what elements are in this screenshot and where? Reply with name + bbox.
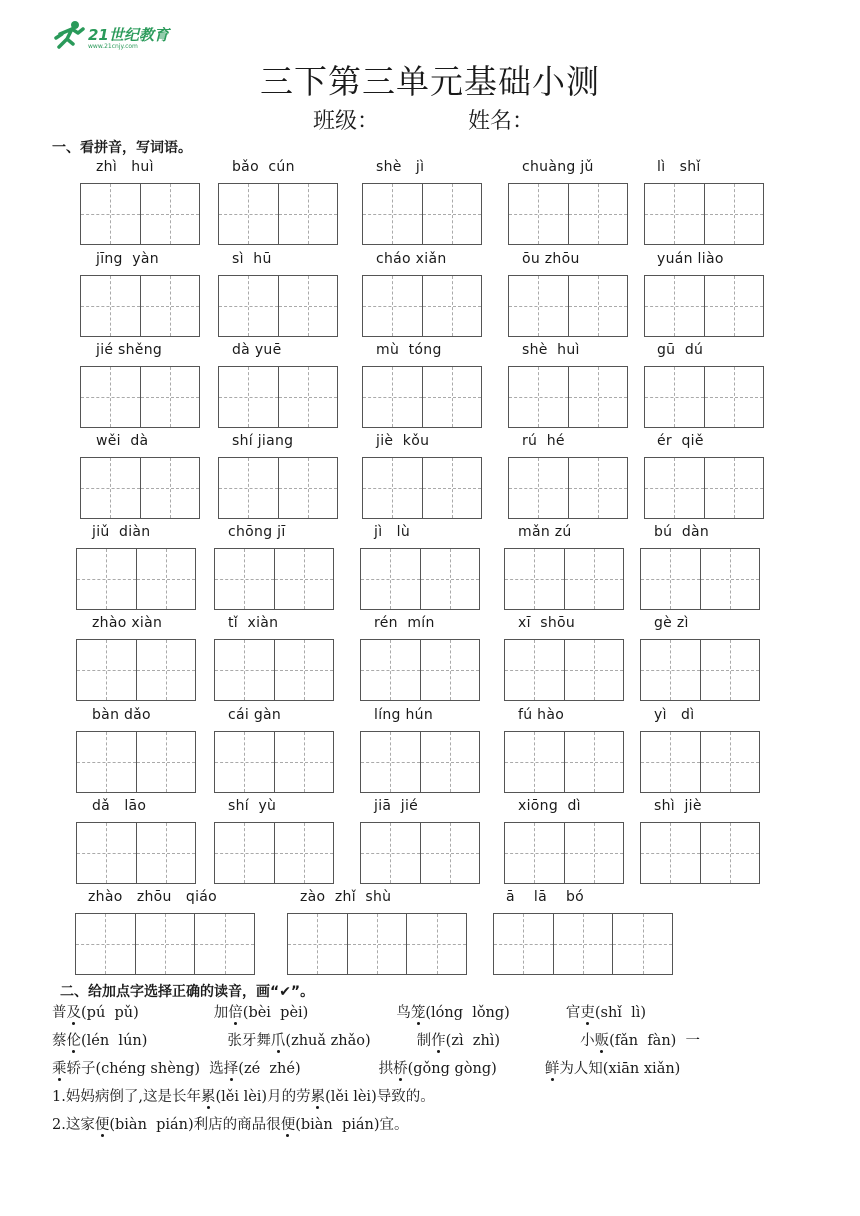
writing-box[interactable] bbox=[508, 366, 628, 428]
tianzige-cell[interactable] bbox=[705, 184, 764, 244]
tianzige-cell[interactable] bbox=[275, 732, 334, 792]
writing-box[interactable] bbox=[80, 183, 200, 245]
writing-box[interactable] bbox=[362, 183, 482, 245]
tianzige-cell[interactable] bbox=[494, 914, 554, 974]
writing-box[interactable] bbox=[287, 913, 467, 975]
tianzige-cell[interactable] bbox=[645, 367, 705, 427]
tianzige-cell[interactable] bbox=[509, 276, 569, 336]
tianzige-cell[interactable] bbox=[705, 367, 764, 427]
tianzige-cell[interactable] bbox=[137, 732, 196, 792]
tianzige-cell[interactable] bbox=[215, 549, 275, 609]
tianzige-cell[interactable] bbox=[509, 458, 569, 518]
tianzige-cell[interactable] bbox=[363, 367, 423, 427]
tianzige-cell[interactable] bbox=[137, 640, 196, 700]
pinyin-label: gè zì bbox=[654, 615, 689, 631]
tianzige-cell[interactable] bbox=[288, 914, 348, 974]
line-text: 张牙舞 bbox=[227, 1033, 271, 1049]
dotted-character: 作 bbox=[431, 1029, 446, 1050]
tianzige-cell[interactable] bbox=[219, 276, 279, 336]
pinyin-label: dǎ lāo bbox=[92, 798, 147, 814]
pinyin-label: zhào xiàn bbox=[92, 615, 163, 631]
writing-box[interactable] bbox=[644, 457, 764, 519]
writing-box[interactable] bbox=[360, 731, 480, 793]
dotted-character: 便 bbox=[95, 1113, 110, 1134]
pinyin-label: bàn dǎo bbox=[92, 707, 151, 723]
tianzige-cell[interactable] bbox=[705, 276, 764, 336]
tianzige-cell[interactable] bbox=[645, 184, 705, 244]
writing-box[interactable] bbox=[362, 275, 482, 337]
line-text: (lěi lèi)导致的。 bbox=[325, 1089, 435, 1105]
pinyin-label: ōu zhōu bbox=[522, 251, 580, 267]
pinyin-label: sì hū bbox=[232, 251, 272, 267]
tianzige-cell[interactable] bbox=[505, 549, 565, 609]
tianzige-cell[interactable] bbox=[423, 276, 482, 336]
pinyin-label: xī shōu bbox=[518, 615, 576, 631]
line-text: (gǒng gòng) bbox=[407, 1061, 497, 1077]
tianzige-cell[interactable] bbox=[361, 549, 421, 609]
pinyin-label: wěi dà bbox=[96, 433, 149, 449]
dotted-character: 倍 bbox=[228, 1001, 243, 1022]
tianzige-cell[interactable] bbox=[141, 458, 200, 518]
tianzige-cell[interactable] bbox=[275, 823, 334, 883]
reading-choice-line bbox=[52, 1113, 409, 1134]
line-text: (lén lún) bbox=[81, 1033, 148, 1049]
writing-box[interactable] bbox=[508, 183, 628, 245]
writing-box[interactable] bbox=[360, 639, 480, 701]
tianzige-cell[interactable] bbox=[421, 549, 480, 609]
reading-choice-line bbox=[52, 1085, 435, 1106]
pinyin-label: bú dàn bbox=[654, 524, 710, 540]
tianzige-cell[interactable] bbox=[279, 458, 338, 518]
line-text: (zé zhé) bbox=[238, 1061, 301, 1077]
writing-box[interactable] bbox=[76, 822, 196, 884]
writing-box[interactable] bbox=[218, 457, 338, 519]
pinyin-label: chuàng jǔ bbox=[522, 159, 594, 175]
tianzige-cell[interactable] bbox=[275, 549, 334, 609]
pinyin-label: shí jiang bbox=[232, 433, 294, 449]
dotted-character: 贩 bbox=[595, 1029, 610, 1050]
tianzige-cell[interactable] bbox=[136, 914, 196, 974]
tianzige-cell[interactable] bbox=[361, 732, 421, 792]
pinyin-label: gū dú bbox=[657, 342, 704, 358]
reading-choice-line bbox=[52, 1029, 700, 1050]
writing-box[interactable] bbox=[640, 731, 760, 793]
tianzige-cell[interactable] bbox=[641, 823, 701, 883]
logo-url: www.21cnjy.com bbox=[88, 43, 138, 50]
tianzige-cell[interactable] bbox=[215, 732, 275, 792]
dotted-character: 择 bbox=[224, 1057, 239, 1078]
writing-box[interactable] bbox=[644, 366, 764, 428]
tianzige-cell[interactable] bbox=[569, 276, 628, 336]
line-text: (shǐ lì) bbox=[594, 1005, 647, 1021]
pinyin-label: xiōng dì bbox=[518, 798, 581, 814]
line-text: 制 bbox=[416, 1033, 432, 1049]
tianzige-cell[interactable] bbox=[641, 640, 701, 700]
tianzige-cell[interactable] bbox=[565, 640, 624, 700]
writing-box[interactable] bbox=[504, 822, 624, 884]
pinyin-label: shè jì bbox=[376, 159, 425, 175]
pinyin-label: yì dì bbox=[654, 707, 695, 723]
writing-box[interactable] bbox=[80, 366, 200, 428]
writing-box[interactable] bbox=[80, 275, 200, 337]
writing-box[interactable] bbox=[508, 457, 628, 519]
pinyin-label: jiǔ diàn bbox=[92, 524, 151, 540]
tianzige-cell[interactable] bbox=[77, 640, 137, 700]
pinyin-label: mǎn zú bbox=[518, 524, 572, 540]
pinyin-label: líng hún bbox=[374, 707, 434, 723]
tianzige-cell[interactable] bbox=[705, 458, 764, 518]
tianzige-cell[interactable] bbox=[141, 276, 200, 336]
pinyin-label: jīng yàn bbox=[96, 251, 159, 267]
writing-box[interactable] bbox=[360, 548, 480, 610]
pinyin-label: jiā jié bbox=[374, 798, 419, 814]
tianzige-cell[interactable] bbox=[195, 914, 254, 974]
writing-box[interactable] bbox=[493, 913, 673, 975]
pinyin-label: dà yuē bbox=[232, 342, 282, 358]
tianzige-cell[interactable] bbox=[565, 549, 624, 609]
tianzige-cell[interactable] bbox=[361, 823, 421, 883]
writing-box[interactable] bbox=[218, 183, 338, 245]
tianzige-cell[interactable] bbox=[279, 367, 338, 427]
tianzige-cell[interactable] bbox=[565, 732, 624, 792]
tianzige-cell[interactable] bbox=[509, 184, 569, 244]
tianzige-cell[interactable] bbox=[348, 914, 408, 974]
dotted-character: 累 bbox=[201, 1085, 216, 1106]
pinyin-label: jiè kǒu bbox=[376, 433, 430, 449]
line-text: 官 bbox=[565, 1005, 581, 1021]
writing-box[interactable] bbox=[360, 822, 480, 884]
writing-box[interactable] bbox=[504, 639, 624, 701]
tianzige-cell[interactable] bbox=[423, 184, 482, 244]
writing-box[interactable] bbox=[214, 639, 334, 701]
writing-box[interactable] bbox=[640, 639, 760, 701]
line-text: 拱 bbox=[378, 1061, 394, 1077]
tianzige-cell[interactable] bbox=[76, 914, 136, 974]
tianzige-cell[interactable] bbox=[505, 823, 565, 883]
tianzige-cell[interactable] bbox=[505, 732, 565, 792]
pinyin-label: cháo xiǎn bbox=[376, 251, 447, 267]
line-text: 为人知(xiān xiǎn) bbox=[559, 1061, 681, 1077]
line-text: (biàn pián)利店的商品很 bbox=[109, 1117, 281, 1133]
tianzige-cell[interactable] bbox=[509, 367, 569, 427]
pinyin-label: lì shǐ bbox=[657, 159, 701, 175]
section-1-heading: 一、看拼音，写词语。 bbox=[52, 140, 192, 156]
section-2-heading: 二、给加点字选择正确的读音，画“✔”。 bbox=[60, 984, 315, 1000]
tianzige-cell[interactable] bbox=[569, 367, 628, 427]
line-text: (zì zhì) bbox=[445, 1033, 501, 1049]
tianzige-cell[interactable] bbox=[421, 640, 480, 700]
pinyin-label: yuán liào bbox=[657, 251, 724, 267]
dotted-character: 累 bbox=[311, 1085, 326, 1106]
writing-box[interactable] bbox=[504, 731, 624, 793]
pinyin-label: rú hé bbox=[522, 433, 565, 449]
tianzige-cell[interactable] bbox=[77, 549, 137, 609]
tianzige-cell[interactable] bbox=[77, 732, 137, 792]
tianzige-cell[interactable] bbox=[641, 732, 701, 792]
pinyin-label: shì jiè bbox=[654, 798, 702, 814]
pinyin-label: zào zhǐ shù bbox=[300, 889, 392, 905]
pinyin-label: jié shěng bbox=[96, 342, 163, 358]
line-text: (pú pǔ) bbox=[81, 1005, 139, 1021]
tianzige-cell[interactable] bbox=[645, 458, 705, 518]
line-text: 鸟 bbox=[396, 1005, 411, 1021]
dotted-character: 吏 bbox=[580, 1001, 595, 1022]
tianzige-cell[interactable] bbox=[81, 458, 141, 518]
dotted-character: 及 bbox=[67, 1001, 82, 1022]
writing-box[interactable] bbox=[76, 548, 196, 610]
writing-box[interactable] bbox=[76, 731, 196, 793]
writing-box[interactable] bbox=[362, 457, 482, 519]
tianzige-cell[interactable] bbox=[641, 549, 701, 609]
line-text: (lóng lǒng) bbox=[425, 1005, 510, 1021]
dotted-character: 乘 bbox=[52, 1057, 67, 1078]
pinyin-label: fú hào bbox=[518, 707, 565, 723]
tianzige-cell[interactable] bbox=[613, 914, 672, 974]
writing-box[interactable] bbox=[214, 822, 334, 884]
line-text: 普 bbox=[52, 1005, 67, 1021]
pinyin-label: shè huì bbox=[522, 342, 580, 358]
writing-box[interactable] bbox=[644, 275, 764, 337]
line-text: 1.妈妈病倒了,这是长年 bbox=[52, 1089, 201, 1105]
tianzige-cell[interactable] bbox=[215, 823, 275, 883]
pinyin-label: ér qiě bbox=[657, 433, 704, 449]
writing-box[interactable] bbox=[640, 548, 760, 610]
tianzige-cell[interactable] bbox=[275, 640, 334, 700]
tianzige-cell[interactable] bbox=[701, 732, 760, 792]
tianzige-cell[interactable] bbox=[219, 367, 279, 427]
tianzige-cell[interactable] bbox=[701, 823, 760, 883]
writing-box[interactable] bbox=[80, 457, 200, 519]
tianzige-cell[interactable] bbox=[279, 184, 338, 244]
tianzige-cell[interactable] bbox=[81, 184, 141, 244]
tianzige-cell[interactable] bbox=[569, 184, 628, 244]
dotted-character: 笼 bbox=[411, 1001, 426, 1022]
line-text: (bèi pèi) bbox=[242, 1005, 309, 1021]
writing-box[interactable] bbox=[218, 275, 338, 337]
pinyin-label: chōng jī bbox=[228, 524, 286, 540]
tianzige-cell[interactable] bbox=[81, 367, 141, 427]
line-text: (fǎn fàn) 一 bbox=[609, 1033, 701, 1049]
dotted-character: 便 bbox=[281, 1113, 296, 1134]
writing-box[interactable] bbox=[644, 183, 764, 245]
line-text: (biàn pián)宜。 bbox=[295, 1117, 409, 1133]
writing-box[interactable] bbox=[76, 639, 196, 701]
line-text: (lěi lèi)月的劳 bbox=[215, 1089, 311, 1105]
pinyin-label: bǎo cún bbox=[232, 159, 295, 175]
tianzige-cell[interactable] bbox=[363, 276, 423, 336]
tianzige-cell[interactable] bbox=[77, 823, 137, 883]
dotted-character: 伦 bbox=[67, 1029, 82, 1050]
line-text: (zhuǎ zhǎo) bbox=[285, 1033, 371, 1049]
pinyin-label: mù tóng bbox=[376, 342, 442, 358]
pinyin-label: jì lù bbox=[374, 524, 410, 540]
tianzige-cell[interactable] bbox=[505, 640, 565, 700]
writing-box[interactable] bbox=[508, 275, 628, 337]
tianzige-cell[interactable] bbox=[363, 184, 423, 244]
tianzige-cell[interactable] bbox=[565, 823, 624, 883]
tianzige-cell[interactable] bbox=[363, 458, 423, 518]
pinyin-label: tǐ xiàn bbox=[228, 615, 279, 631]
tianzige-cell[interactable] bbox=[81, 276, 141, 336]
tianzige-cell[interactable] bbox=[569, 458, 628, 518]
tianzige-cell[interactable] bbox=[421, 823, 480, 883]
tianzige-cell[interactable] bbox=[701, 549, 760, 609]
pinyin-label: shí yù bbox=[228, 798, 277, 814]
line-text: 轿子(chéng shèng) 选 bbox=[66, 1061, 224, 1077]
tianzige-cell[interactable] bbox=[141, 184, 200, 244]
writing-box[interactable] bbox=[640, 822, 760, 884]
writing-box[interactable] bbox=[75, 913, 255, 975]
tianzige-cell[interactable] bbox=[361, 640, 421, 700]
writing-box[interactable] bbox=[504, 548, 624, 610]
tianzige-cell[interactable] bbox=[423, 367, 482, 427]
reading-choice-line bbox=[52, 1057, 680, 1078]
dotted-character: 鲜 bbox=[545, 1057, 560, 1078]
pinyin-label: zhào zhōu qiáo bbox=[88, 889, 218, 905]
line-text: 2.这家 bbox=[52, 1117, 95, 1133]
line-text: 小 bbox=[580, 1033, 595, 1049]
logo-text: 21世纪教育 bbox=[88, 26, 169, 44]
name-label: 姓名： bbox=[468, 109, 535, 134]
tianzige-cell[interactable] bbox=[701, 640, 760, 700]
tianzige-cell[interactable] bbox=[141, 367, 200, 427]
tianzige-cell[interactable] bbox=[137, 549, 196, 609]
tianzige-cell[interactable] bbox=[215, 640, 275, 700]
pinyin-label: cái gàn bbox=[228, 707, 282, 723]
writing-box[interactable] bbox=[362, 366, 482, 428]
writing-box[interactable] bbox=[214, 731, 334, 793]
reading-choice-line bbox=[52, 1001, 646, 1022]
tianzige-cell[interactable] bbox=[645, 276, 705, 336]
dotted-character: 爪 bbox=[271, 1029, 286, 1050]
pinyin-label: ā lā bó bbox=[506, 889, 585, 905]
tianzige-cell[interactable] bbox=[421, 732, 480, 792]
tianzige-cell[interactable] bbox=[423, 458, 482, 518]
tianzige-cell[interactable] bbox=[219, 184, 279, 244]
pinyin-label: rén mín bbox=[374, 615, 435, 631]
pinyin-label: zhì huì bbox=[96, 159, 154, 175]
tianzige-cell[interactable] bbox=[279, 276, 338, 336]
writing-box[interactable] bbox=[218, 366, 338, 428]
tianzige-cell[interactable] bbox=[137, 823, 196, 883]
line-text: 加 bbox=[213, 1005, 229, 1021]
tianzige-cell[interactable] bbox=[554, 914, 614, 974]
page-title: 三下第三单元基础小测 bbox=[260, 62, 600, 101]
dotted-character: 桥 bbox=[393, 1057, 408, 1078]
class-label: 班级： bbox=[313, 109, 380, 134]
tianzige-cell[interactable] bbox=[407, 914, 466, 974]
line-text: 蔡 bbox=[52, 1033, 67, 1049]
tianzige-cell[interactable] bbox=[219, 458, 279, 518]
writing-box[interactable] bbox=[214, 548, 334, 610]
